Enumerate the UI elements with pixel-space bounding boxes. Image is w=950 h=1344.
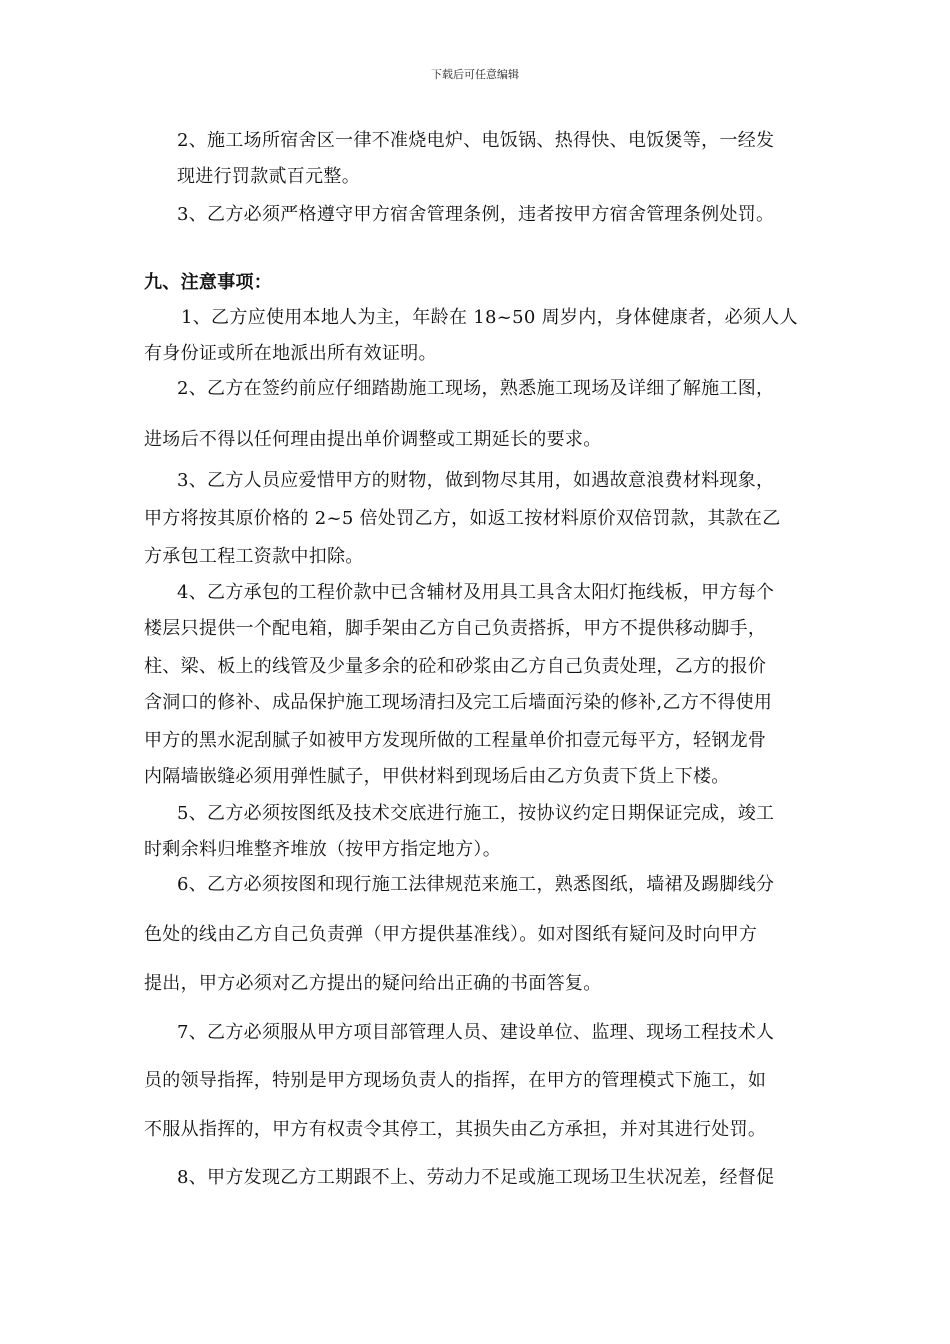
paragraph-line: 甲方将按其原价格的 2~5 倍处罚乙方，如返工按材料原价双倍罚款，其款在乙 bbox=[144, 508, 781, 529]
paragraph-line: 内隔墙嵌缝必须用弹性腻子，甲供材料到现场后由乙方负责下货上下楼。 bbox=[144, 766, 730, 787]
paragraph-line: 甲方的黑水泥刮腻子如被甲方发现所做的工程量单价扣壹元每平方，轻钢龙骨 bbox=[144, 730, 767, 751]
paragraph-line: 2、施工场所宿舍区一律不准烧电炉、电饭锅、热得快、电饭煲等，一经发 bbox=[177, 130, 775, 151]
page-header: 下载后可任意编辑 bbox=[431, 68, 519, 81]
paragraph-line: 1、乙方应使用本地人为主，年龄在 18~50 周岁内，身体健康者，必须人人 bbox=[181, 307, 798, 328]
paragraph-line: 3、乙方人员应爱惜甲方的财物，做到物尽其用，如遇故意浪费材料现象， bbox=[177, 470, 775, 491]
paragraph-line: 6、乙方必须按图和现行施工法律规范来施工，熟悉图纸，墙裙及踢脚线分 bbox=[177, 874, 775, 895]
paragraph-line: 5、乙方必须按图纸及技术交底进行施工，按协议约定日期保证完成，竣工 bbox=[177, 803, 775, 824]
paragraph-line: 提出，甲方必须对乙方提出的疑问给出正确的书面答复。 bbox=[144, 973, 602, 994]
paragraph-line: 不服从指挥的，甲方有权责令其停工，其损失由乙方承担，并对其进行处罚。 bbox=[144, 1119, 767, 1140]
paragraph-line: 8、甲方发现乙方工期跟不上、劳动力不足或施工现场卫生状况差，经督促 bbox=[177, 1167, 775, 1188]
paragraph-line: 柱、梁、板上的线管及少量多余的砼和砂浆由乙方自己负责处理，乙方的报价 bbox=[144, 656, 767, 677]
paragraph-line: 有身份证或所在地派出所有效证明。 bbox=[144, 343, 437, 364]
section-heading: 九、注意事项： bbox=[144, 272, 273, 293]
paragraph-line: 方承包工程工资款中扣除。 bbox=[144, 546, 364, 567]
paragraph-line: 色处的线由乙方自己负责弹（甲方提供基准线）。如对图纸有疑问及时向甲方 bbox=[144, 924, 758, 945]
paragraph-line: 2、乙方在签约前应仔细踏勘施工现场，熟悉施工现场及详细了解施工图， bbox=[177, 378, 775, 399]
paragraph-line: 含洞口的修补、成品保护施工现场清扫及完工后墙面污染的修补,乙方不得使用 bbox=[144, 692, 773, 713]
paragraph-line: 4、乙方承包的工程价款中已含辅材及用具工具含太阳灯拖线板，甲方每个 bbox=[177, 582, 775, 603]
paragraph-line: 员的领导指挥，特别是甲方现场负责人的指挥，在甲方的管理模式下施工，如 bbox=[144, 1070, 767, 1091]
paragraph-line: 3、乙方必须严格遵守甲方宿舍管理条例，违者按甲方宿舍管理条例处罚。 bbox=[177, 204, 775, 225]
paragraph-line: 7、乙方必须服从甲方项目部管理人员、建设单位、监理、现场工程技术人 bbox=[177, 1022, 775, 1043]
paragraph-line: 进场后不得以任何理由提出单价调整或工期延长的要求。 bbox=[144, 429, 602, 450]
paragraph-line: 现进行罚款贰百元整。 bbox=[177, 166, 360, 187]
paragraph-line: 时剩余料归堆整齐堆放（按甲方指定地方）。 bbox=[144, 839, 501, 860]
paragraph-line: 楼层只提供一个配电箱，脚手架由乙方自己负责搭拆，甲方不提供移动脚手， bbox=[144, 618, 767, 639]
